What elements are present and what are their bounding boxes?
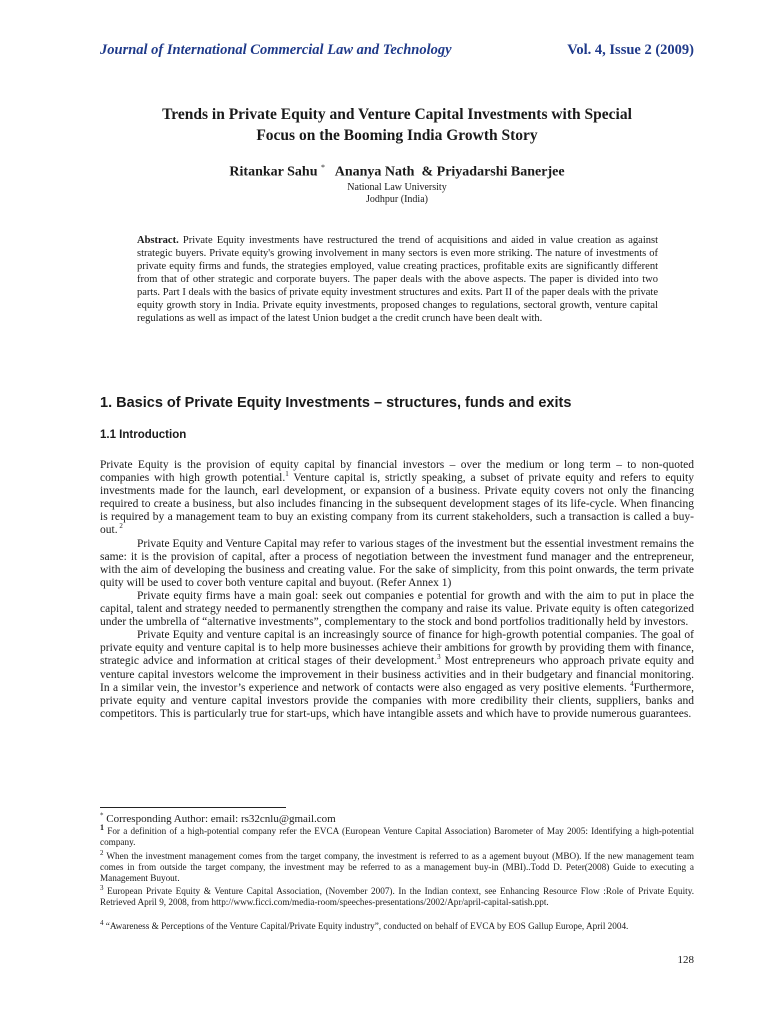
section-heading-1: 1. Basics of Private Equity Investments – structures, funds and exits [100,395,572,411]
paragraph-1-text-b: Venture capital is, strictly speaking, a subset of private equity and refers to equity investments made for the launch, earl development, or expansion of a business. Private equity covers not only the financing required to create a business, but also includes financing in the subsequent development stages of its life-cycle. When financing is required by a management team to buy an existing company from its current stakeholders, such a transaction is called a buy-out. [100,472,695,537]
author-1: Ritankar Sahu [229,164,318,180]
footnote-ref-3: 3 [437,653,441,662]
subsection-heading-1-1: 1.1 Introduction [100,429,187,441]
affiliation-line-2: Jodhpur (India) [366,194,428,205]
footnote-2 [100,848,694,885]
footnote-corresponding-author [100,811,694,825]
footnote-1-mark: 1 [100,822,104,832]
author-2: Ananya Nath [334,164,415,180]
footnote-star-mark: * [100,811,104,820]
paragraph-4-text-a: Private Equity and venture capital is an increasingly source of finance for high-growth potential companies. The goal of private equity and venture capital is to help more businesses achieve their ambitions for growth by providing them with finance, strategic advice and information at critical stages of their development. [100,629,694,668]
footnote-3-text: European Private Equity & Venture Capital Association, (November 2007). In the Indian context, see Enhancing Resource Flow :Role of Private Equity. Retrieved April 9, 2008, from http://www.ficci.com/media-room/speeches-presentations/2002/Apr/april-capital-satish.ppt. [100,886,694,908]
abstract-text: Private Equity investments have restructured the trend of acquisitions and aided in value creation as against strategic buyers. Private equity's growing involvement in many sectors is even more striking. The nature of investments of private equity firms and funds, the strategies employed, value creating practices, profitable exits are significantly different from that of other strategic and corporate buyers. The paper deals with the above aspects. The paper is divided into two parts. Part I deals with the basics of private equity investment structures and exits. Part II of the paper deals with the private equity growth story in India. Private equity investments, proposed changes to regulations, sectoral growth, venture capital regulations as well as impact of the latest Union budget a the credit crunch have been dealt with. [137,235,658,325]
paragraph-4-text-c: Furthermore, private equity and venture capital investors provide the companies with more credibility their clients, suppliers, banks and competitors. This is particularly true for start-ups, which have intangible assets and which have to provide numerous guarantees. [100,681,694,720]
affiliation-line-1: National Law University [347,182,447,193]
footnote-ref-1: 1 [285,470,289,479]
author-list [100,163,694,181]
footnote-3-mark: 3 [100,883,104,892]
paragraph-1-text-a: Private Equity is the provision of equity capital by financial investors – over the medium or long term – to non-quoted companies with high growth potential. [100,459,694,485]
page-number: 128 [677,954,694,966]
footnote-1 [100,822,694,848]
footnote-2-mark: 2 [100,848,104,857]
footnote-2-text: When the investment management comes from the target company, the investment is referred to as a agement buyout (MBO). If the new management team comes in from outside the target company, the investment may be referred to as a management buy-in (MBI)..Todd D. Peter(2008) Guide to executing a Management Buyout. [100,851,694,884]
paragraph-3: Private equity firms have a main goal: seek out companies e potential for growth and with the aim to put in place the capital, talent and strategy needed to permanently strengthen the company and raise its value. Private equity is often categorized under the umbrella of “alternative investments”, complementary to the stock and bond portfolios traditionally held by investors. [100,589,694,629]
footnote-4-text: “Awareness & Perceptions of the Venture Capital/Private Equity industry”, conducted on behalf of EVCA by EOS Gallup Europe, April 2004. [103,921,629,931]
body-text [100,459,694,721]
abstract [137,234,658,325]
journal-name: Journal of International Commercial Law and Technology [100,42,452,58]
author-3: Priyadarshi Banerjee [436,164,565,180]
author-1-footnote-mark: * [320,163,325,172]
abstract-label: Abstract. [137,235,179,246]
corresponding-email: Corresponding Author: email: rs32cnlu@gmail.com [103,813,336,825]
running-header [100,42,694,64]
paragraph-4 [100,629,694,721]
footnote-divider [100,807,286,808]
footnote-3 [100,883,694,908]
author-ampersand: & [421,164,434,180]
volume-issue: Vol. 4, Issue 2 (2009) [567,42,694,58]
footnote-4 [100,918,694,932]
title-line-2: Focus on the Booming India Growth Story [256,127,538,144]
paragraph-2: Private Equity and Venture Capital may refer to various stages of the investment but the essential investment remains the same: it is the provision of capital, after a process of negotiation between the investment fund manager and the entrepreneur, with the aim of developing the business and creating value. For the sake of simplicity, from this point onwards, the term private quity will be used to cover both venture capital and buyout. (Refer Annex 1) [100,537,694,589]
footnote-4-mark: 4 [100,918,104,927]
paragraph-1 [100,459,694,538]
footnote-1-text: For a definition of a high-potential company refer the EVCA (European Venture Capital Association) Barometer of May 2005: Identifying a high-potential company. [100,826,694,848]
footnote-ref-2: 2 [117,522,123,531]
title-line-1: Trends in Private Equity and Venture Capital Investments with Special [162,106,632,123]
footnote-ref-4: 4 [630,679,634,688]
paper-title [100,104,694,146]
paragraph-4-text-b: Most entrepreneurs who approach private equity and venture capital investors welcome the improvement in their business activities and in their budgetary and financial monitoring. In a similar vein, the investor’s experience and network of contacts were also engaged as very positive elements. [100,655,694,694]
